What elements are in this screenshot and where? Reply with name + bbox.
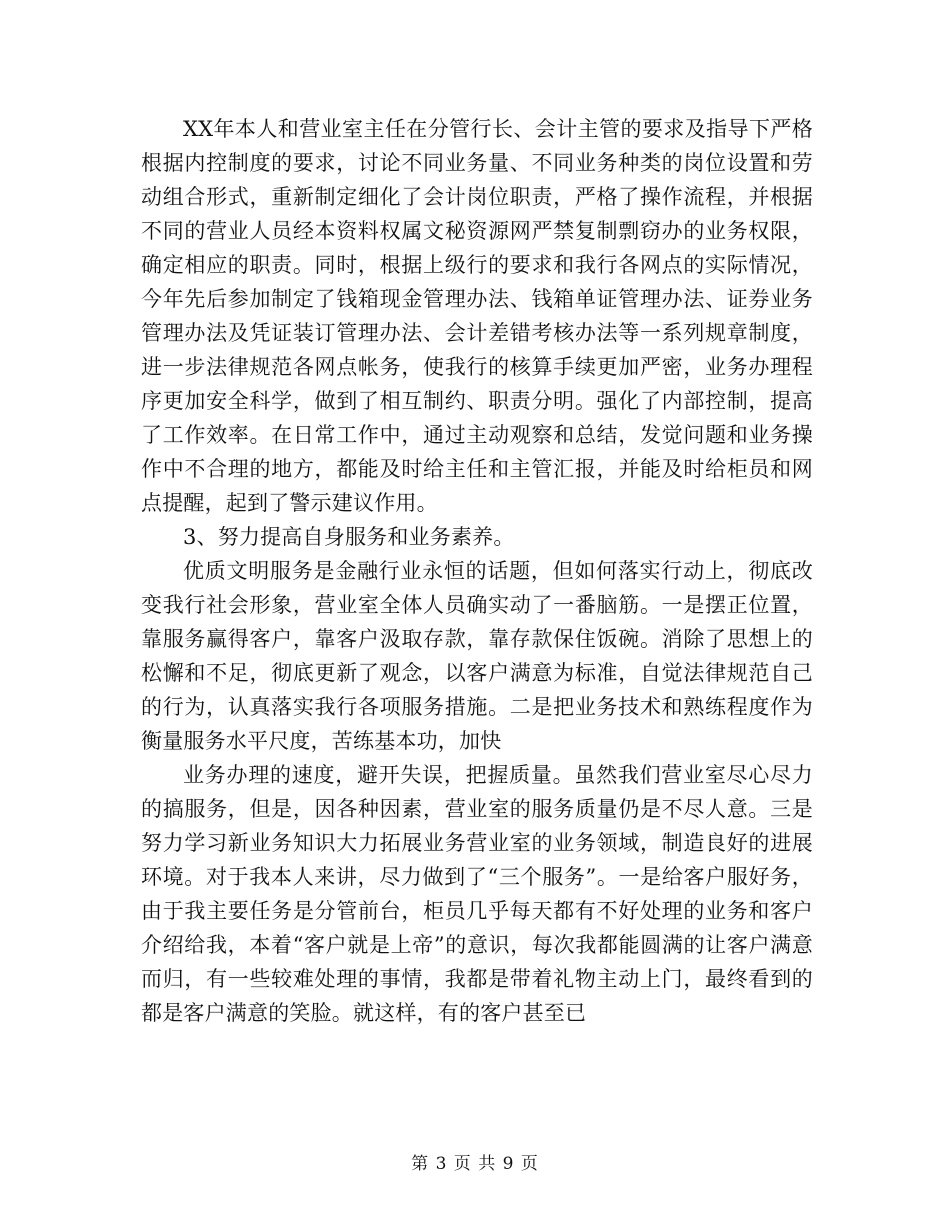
paragraph-internal-control: XX年本人和营业室主任在分管行长、会计主管的要求及指导下严格根据内控制度的要求，讨论不同业务量、不同业务种类的岗位设置和劳动组合形式，重新制定细化了会计岗位职责，严格了操作流程，并根据不同的营业人员经本资料权属文秘资源网严禁复制剽窃办的业务权限，确定相应的职责。同时，根据上级行的要求和我行各网点的实际情况，今年先后参加制定了钱箱现金管理办法、钱箱单证管理办法、证券业务管理办法及凭证装订管理办法、会计差错考核办法等一系列规章制度，进一步法律规范各网点帐务，使我行的核算手续更加严密，业务办理程序更加安全科学，做到了相互制约、职责分明。强化了内部控制，提高了工作效率。在日常工作中，通过主动观察和总结，发觉问题和业务操作中不合理的地方，都能及时给主任和主管汇报，并能及时给柜员和网点提醒，起到了警示建议作用。	[141, 117, 813, 515]
section-heading-3: 3、努力提高自身服务和业务素养。	[183, 525, 515, 549]
page-number-footer: 第 3 页 共 9 页	[411, 1154, 539, 1174]
paragraph-business-handling: 业务办理的速度，避开失误，把握质量。虽然我们营业室尽心尽力的搞服务，但是，因各种因素，营业室的服务质量仍是不尽人意。三是努力学习新业务知识大力拓展业务营业室的业务领域，制造良好的进展环境。对于我本人来讲，尽力做到了“三个服务”。一是给客户服好务，由于我主要任务是分管前台，柜员几乎每天都有不好处理的业务和客户介绍给我，本着“客户就是上帝”的意识，每次我都能圆满的让客户满意而归，有一些较难处理的事情，我都是带着礼物主动上门，最终看到的都是客户满意的笑脸。就这样，有的客户甚至已	[141, 763, 813, 1025]
paragraph-service-quality: 优质文明服务是金融行业永恒的话题，但如何落实行动上，彻底改变我行社会形象，营业室全体人员确实动了一番脑筋。一是摆正位置，靠服务赢得客户，靠客户汲取存款，靠存款保住饭碗。消除了思想上的松懈和不足，彻底更新了观念，以客户满意为标准，自觉法律规范自己的行为，认真落实我行各项服务措施。二是把业务技术和熟练程度作为衡量服务水平尺度，苦练基本功，加快	[141, 559, 813, 753]
document-body	[141, 112, 813, 1030]
